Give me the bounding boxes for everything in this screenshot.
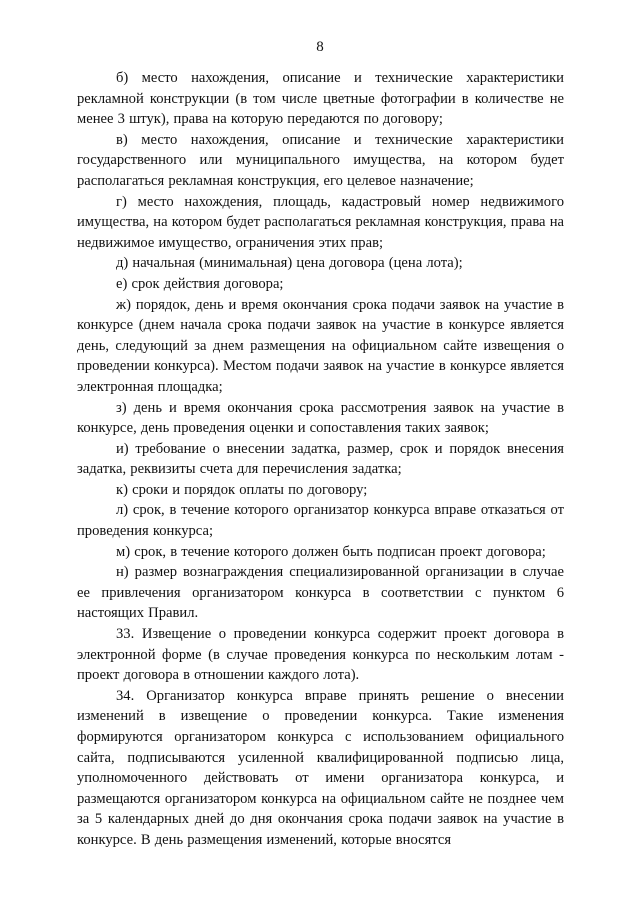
document-body: [77, 68, 564, 851]
paragraph-item-l: л) срок, в течение которого организатор конкурса вправе отказаться от проведения конкурса;: [77, 502, 564, 540]
paragraph-item-b: б) место нахождения, описание и технические характеристики рекламной конструкции (в том числе цветные фотографии в количестве не менее 3 штук), права на которую передаются по договору;: [77, 70, 564, 128]
paragraph-item-e: е) срок действия договора;: [116, 275, 284, 292]
paragraph-item-g: г) место нахождения, площадь, кадастровый номер недвижимого имущества, на котором будет располагаться рекламная конструкция, права на недвижимое имущество, ограничения этих прав;: [77, 193, 564, 251]
paragraph-clause-34: 34. Организатор конкурса вправе принять решение о внесении изменений в извещение о проведении конкурса. Такие изменения формируются организатором конкурса с использованием официального сайта, подписываются усиленной квалифицированной подписью лица, уполномоченного действовать от имени организатора конкурса, и размещаются организатором конкурса на официальном сайте не позднее чем за 5 календарных дней до дня окончания срока подачи заявок на участие в конкурсе. В день размещения изменений, которые вносятся: [77, 687, 564, 848]
paragraph-item-n: н) размер вознаграждения специализированной организации в случае ее привлечения организатором конкурса в соответствии с пунктом 6 настоящих Правил.: [77, 564, 564, 622]
paragraph-item-z: з) день и время окончания срока рассмотрения заявок на участие в конкурсе, день проведения оценки и сопоставления таких заявок;: [77, 399, 564, 437]
paragraph-item-k: к) сроки и порядок оплаты по договору;: [116, 481, 368, 498]
paragraph-item-i: и) требование о внесении задатка, размер, срок и порядок внесения задатка, реквизиты счета для перечисления задатка;: [77, 440, 564, 478]
paragraph-item-m: м) срок, в течение которого должен быть подписан проект договора;: [116, 543, 546, 560]
paragraph-clause-33: 33. Извещение о проведении конкурса содержит проект договора в электронной форме (в случае проведения конкурса по нескольким лотам - проект договора в отношении каждого лота).: [77, 626, 564, 684]
paragraph-item-d: д) начальная (минимальная) цена договора (цена лота);: [116, 255, 463, 272]
paragraph-item-v: в) место нахождения, описание и технические характеристики государственного или муниципального имущества, на котором будет располагаться рекламная конструкция, его целевое назначение;: [77, 131, 564, 189]
paragraph-item-zh: ж) порядок, день и время окончания срока подачи заявок на участие в конкурсе (днем начала срока подачи заявок на участие в конкурсе является день, следующий за днем размещения на официальном сайте извещения о проведении конкурса). Местом подачи заявок на участие в конкурсе является электронная площадка;: [77, 296, 564, 395]
page-number: 8: [316, 39, 324, 55]
